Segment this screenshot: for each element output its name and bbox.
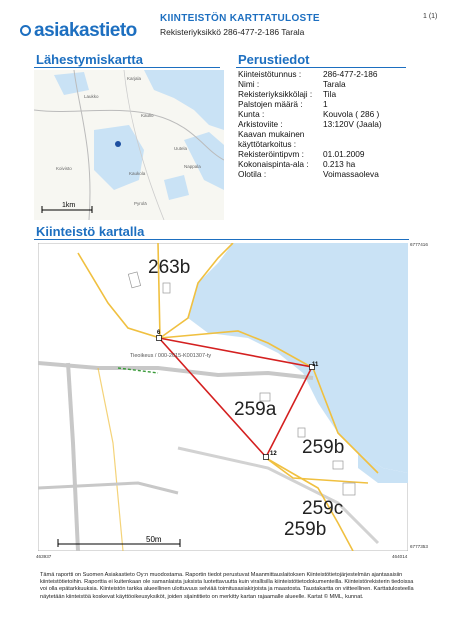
parcel-label: 259b [302, 437, 345, 458]
info-label: Olotila : [238, 169, 267, 179]
property-map-title: Kiinteistö kartalla [36, 224, 145, 239]
info-label: Kaavan mukainen käyttötarkoitus : [238, 129, 305, 149]
boundary-point [264, 455, 269, 460]
place-label: Uutela [174, 146, 188, 151]
parcel-label: 259a [234, 399, 277, 420]
property-map [38, 243, 408, 551]
logo: asiakastieto [34, 20, 137, 41]
road-label: Tieoikeus / 000-2015-K001307-ty [130, 353, 212, 359]
parcel-label: 259c [302, 498, 344, 519]
overview-underline [34, 67, 220, 68]
info-label: Nimi : [238, 79, 260, 89]
place-label: Laukko [84, 94, 99, 99]
coord-label: 463937 [36, 554, 52, 559]
document-subtitle: Rekisteriyksikkö 286-477-2-186 Tarala [160, 27, 305, 37]
point-label: 11 [312, 362, 319, 368]
point-label: 6 [157, 330, 161, 336]
basic-info-underline [236, 67, 406, 68]
place-label: Karjala [127, 76, 142, 81]
boundary-point [157, 336, 162, 341]
info-value: 286-477-2-186 [323, 69, 378, 79]
info-value: Tila [323, 89, 337, 99]
info-label: Kiinteistötunnus : [238, 69, 302, 79]
info-value: Tarala [323, 79, 346, 89]
overview-map [34, 70, 224, 220]
document-title: KIINTEISTÖN KARTTATULOSTE [160, 13, 320, 24]
location-marker-icon [115, 141, 121, 147]
map-scale-label: 50m [146, 535, 162, 544]
place-label: Nappala [184, 164, 201, 169]
overview-scale-label: 1km [62, 202, 76, 209]
point-label: 12 [270, 451, 277, 457]
info-label: Kokonaispinta-ala : [238, 159, 309, 169]
property-map-underline [34, 239, 409, 240]
info-label: Kunta : [238, 109, 265, 119]
overview-title: Lähestymiskartta [36, 52, 143, 67]
place-label: Kaulio [141, 113, 154, 118]
coord-label: 6777416 [410, 242, 428, 247]
coord-label: 464014 [392, 554, 408, 559]
info-value: Voimassaoleva [323, 169, 379, 179]
logo-icon [20, 25, 31, 36]
coord-label: 6777353 [410, 544, 428, 549]
info-value: 01.01.2009 [323, 149, 365, 159]
info-value: 0.213 ha [323, 159, 356, 169]
info-value: 1 [323, 99, 328, 109]
page-number: 1 (1) [423, 13, 438, 20]
footer-disclaimer: Tämä raportti on Suomen Asiakastieto Oy:n muodostama. Raportin tiedot perustuvat Maanmittauslaitoksen Kiinteistötietojärjestelmän ajantasaisiin kiinteistötietoihin. Raporttia ei kuitenkaan ole samanlaista juksista luotettavuutta kuin virallisilla kiinteistötietodokumenteilla. Kiinteistörekisterin tiedoissa voi olla epätarkkuuksia. Kiinteistön tarkka alueellinen ulottuvuus selviää toimitusasiakirjoista ja maastosta. Taustakartta on viitteellinen. Karttatulosteella näytetään kiinteistöä koskevat käyttöoikeusyksiköt, joiden sijaintitieto on merkitty kartan rajaamalle alueelle. Kartat © MML, kunnat. [40, 572, 414, 600]
info-label: Rekisteriyksikkölaji : [238, 89, 313, 99]
place-label: Kaukola [129, 171, 146, 176]
info-label: Palstojen määrä : [238, 99, 303, 109]
info-label: Rekisteröintipvm : [238, 149, 304, 159]
place-label: Pyrolä [134, 201, 147, 206]
info-value: 13:120V (Jaala) [323, 119, 382, 129]
parcel-label: 263b [148, 257, 191, 278]
info-label: Arkistoviite : [238, 119, 283, 129]
basic-info-title: Perustiedot [238, 52, 310, 67]
place-label: Koivisto [56, 166, 72, 171]
parcel-label: 259b [284, 519, 327, 540]
info-value: Kouvola ( 286 ) [323, 109, 380, 119]
